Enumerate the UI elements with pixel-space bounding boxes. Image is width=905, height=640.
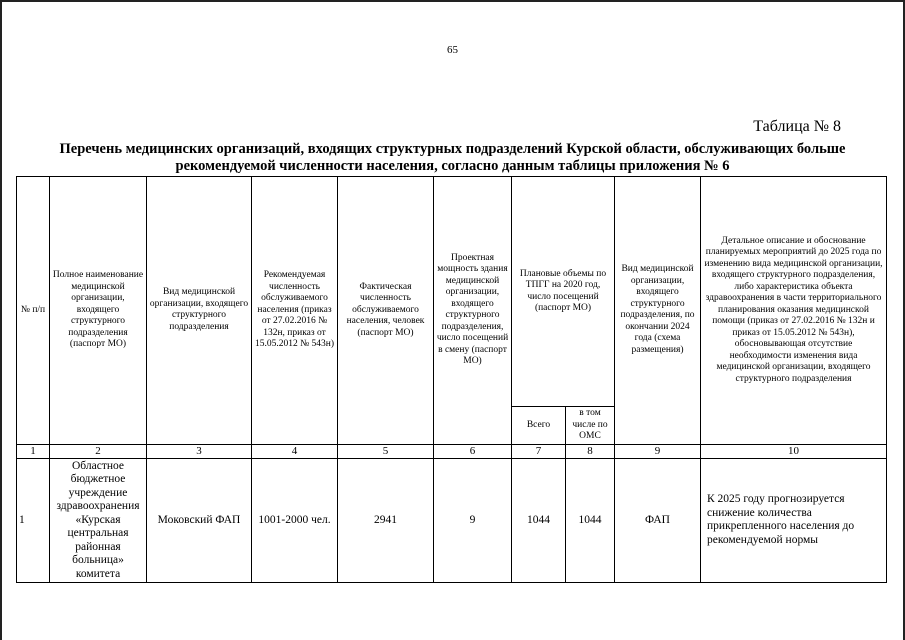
column-number: 5: [338, 444, 434, 458]
column-number: 10: [701, 444, 887, 458]
scan-edge-left: [0, 0, 2, 640]
header-org-type: Вид медицинской организации, входящего структурного подразделения: [147, 177, 252, 445]
cell-recommended-population: 1001-2000 чел.: [252, 458, 338, 583]
cell-total: 1044: [512, 458, 566, 583]
column-number: 8: [566, 444, 615, 458]
header-oms: в том числе по ОМС: [566, 407, 615, 445]
cell-actual-population: 2941: [338, 458, 434, 583]
header-type-2024: Вид медицинской организации, входящего структурного подразделения, по окончании 2024 года (схема размещения): [615, 177, 701, 445]
header-row: [17, 177, 887, 407]
column-number: 3: [147, 444, 252, 458]
header-capacity: Проектная мощность здания медицинской организации, входящего структурного подразделения, число посещений в смену (паспорт МО): [434, 177, 512, 445]
column-number: 9: [615, 444, 701, 458]
cell-number: 1: [17, 458, 50, 583]
column-number: 2: [50, 444, 147, 458]
table-label: Таблица № 8: [753, 118, 841, 135]
column-number-row: [17, 444, 887, 458]
column-number: 6: [434, 444, 512, 458]
header-number: № п/п: [17, 177, 50, 445]
header-description: Детальное описание и обоснование планируемых мероприятий до 2025 года по изменению вида медицинской организации, входящего структурного подразделения, либо характеристика объекта здравоохранения в части территориального планирования оказания медицинской помощи (приказ от 27.02.2016 № 132н и приказ от 15.05.2012 № 543н), обосновывающая отсутствие необходимости изменения вида медицинской организации, входящего структурного подразделения: [701, 177, 887, 445]
header-actual-population: Фактическая численность обслуживаемого населения, человек (паспорт МО): [338, 177, 434, 445]
header-recommended-population: Рекомендуемая численность обслуживаемого населения (приказ от 27.02.2016 № 132н, приказ от 15.05.2012 № 543н): [252, 177, 338, 445]
page-number: 65: [447, 44, 458, 56]
scan-edge-top: [0, 0, 905, 2]
header-planned-volumes: Плановые объемы по ТПГГ на 2020 год, число посещений (паспорт МО): [512, 177, 615, 407]
cell-description: К 2025 году прогнозируется снижение количества прикрепленного населения до рекомендуемой нормы: [701, 458, 887, 583]
cell-org-type: Моковский ФАП: [147, 458, 252, 583]
header-org-name: Полное наименование медицинской организации, входящего структурного подразделения (паспорт МО): [50, 177, 147, 445]
organizations-table: [16, 176, 887, 583]
document-title: Перечень медицинских организаций, входящих структурных подразделений Курской области, обслуживающих больше рекомендуемой численности населения, согласно данным таблицы приложения № 6: [59, 141, 846, 174]
column-number: 1: [17, 444, 50, 458]
column-number: 4: [252, 444, 338, 458]
cell-capacity: 9: [434, 458, 512, 583]
cell-type-2024: ФАП: [615, 458, 701, 583]
column-number: 7: [512, 444, 566, 458]
table-row: [17, 458, 887, 583]
cell-org-name: Областное бюджетное учреждение здравоохранения «Курская центральная районная больница» комитета: [50, 458, 147, 583]
header-total: Всего: [512, 407, 566, 445]
cell-oms: 1044: [566, 458, 615, 583]
